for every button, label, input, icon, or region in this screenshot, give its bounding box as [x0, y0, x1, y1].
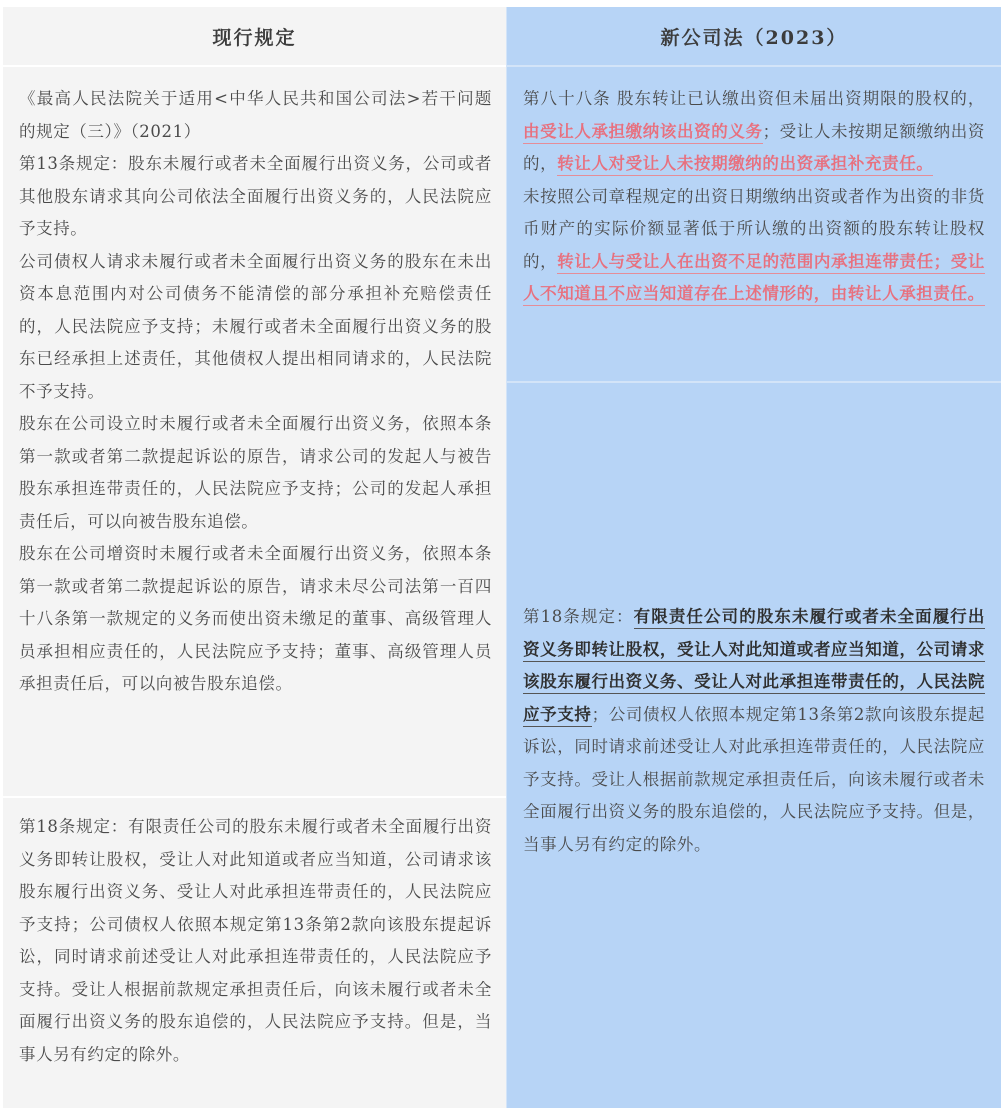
article-88-highlight-1: 由受让人承担缴纳该出资的义务	[523, 122, 763, 144]
row-divider-left	[3, 796, 506, 798]
judicial-interpretation-title: 《最高人民法院关于适用<中华人民共和国公司法>若干问题的规定（三）》（2021）	[19, 89, 492, 141]
article-88-para-1	[523, 83, 985, 181]
new-law-article-18-text	[523, 601, 985, 861]
current-rules-header: 现行规定	[3, 7, 506, 67]
article-18-text: 第18条规定：有限责任公司的股东未履行或者未全面履行出资义务即转让股权，受让人对此知道或者应当知道，公司请求该股东履行出资义务、受让人对此承担连带责任的，人民法院应予支持；公司债权人依照本规定第13条第2款向该股东提起诉讼，同时请求前述受让人对此承担连带责任的，人民法院应予支持。受让人根据前款规定承担责任后，向该未履行或者未全面履行出资义务的股东追偿的，人民法院应予支持。但是，当事人另有约定的除外。	[19, 817, 492, 1064]
current-rules-cell-article-13	[3, 75, 506, 795]
article-88-highlight-2: 转让人对受让人未按期缴纳的出资承担补充责任。	[557, 154, 933, 176]
row-divider-right	[507, 381, 1001, 383]
article-88-highlight-3: 转让人与受让人在出资不足的范围内承担连带责任；受让人不知道且不应当知道存在上述情形的，由转让人承担责任。	[523, 252, 985, 307]
article-18-rest: ；公司债权人依照本规定第13条第2款向该股东提起诉讼，同时请求前述受让人对此承担连带责任的，人民法院应予支持。受让人根据前款规定承担责任后，向该未履行或者未全面履行出资义务的股东追偿的，人民法院应予支持。但是，当事人另有约定的除外。	[523, 704, 985, 854]
article-13-para-3: 股东在公司设立时未履行或者未全面履行出资义务，依照本条第一款或者第二款提起诉讼的原告，请求公司的发起人与被告股东承担连带责任的，人民法院应予支持；公司的发起人承担责任后，可以向被告股东追偿。	[19, 414, 492, 531]
article-88-para-2	[523, 181, 985, 311]
new-company-law-header: 新公司法（2023）	[507, 7, 1001, 67]
article-18-lead: 第18条规定：	[523, 607, 634, 626]
new-law-cell-article-18	[507, 601, 1001, 861]
current-rules-cell-article-18	[3, 805, 506, 1071]
new-company-law-column	[506, 7, 1001, 1108]
new-law-cell-article-88	[507, 75, 1001, 381]
comparison-table	[3, 7, 1001, 1108]
article-13-para-4: 股东在公司增资时未履行或者未全面履行出资义务，依照本条第一款或者第二款提起诉讼的原告，请求未尽公司法第一百四十八条第一款规定的义务而使出资未缴足的董事、高级管理人员承担相应责任的，人民法院应予支持；董事、高级管理人员承担责任后，可以向被告股东追偿。	[19, 544, 492, 693]
article-88-text-b: ；受让人未按期足额缴纳出资的，	[523, 121, 985, 173]
article-13-para-2: 公司债权人请求未履行或者未全面履行出资义务的股东在未出资本息范围内对公司债务不能清偿的部分承担补充赔偿责任的，人民法院应予支持；未履行或者未全面履行出资义务的股东已经承担上述责任，其他债权人提出相同请求的，人民法院不予支持。	[19, 251, 492, 401]
article-88-text-a: 第八十八条 股东转让已认缴出资但未届出资期限的股权的，	[523, 89, 985, 108]
current-rules-column	[3, 7, 506, 1108]
article-18-underlined: 有限责任公司的股东未履行或者未全面履行出资义务即转让股权，受让人对此知道或者应当知道，公司请求该股东履行出资义务、受让人对此承担连带责任的，人民法院应予支持	[523, 607, 985, 727]
article-13-para-1: 第13条规定：股东未履行或者未全面履行出资义务，公司或者其他股东请求其向公司依法全面履行出资义务的，人民法院应予支持。	[19, 154, 492, 238]
article-88-para-2-text: 未按照公司章程规定的出资日期缴纳出资或者作为出资的非货币财产的实际价额显著低于所认缴的出资额的股东转让股权的，	[523, 186, 985, 271]
